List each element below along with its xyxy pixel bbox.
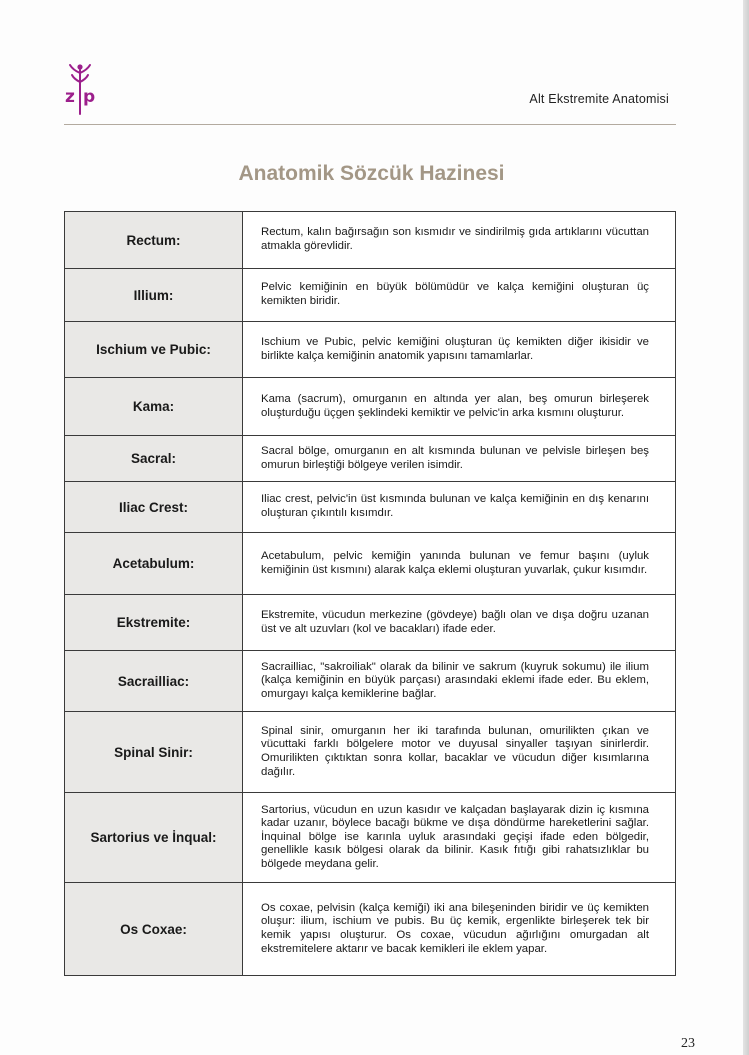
running-header: Alt Ekstremite Anatomisi [529, 92, 669, 106]
header-divider [64, 124, 676, 125]
definition-cell: Rectum, kalın bağırsağın son kısmıdır ve sindirilmiş gıda artıklarını vücuttan atmakla görevlidir. [243, 212, 676, 269]
term-cell: Iliac Crest: [65, 482, 243, 533]
table-row [65, 883, 676, 976]
page-edge [743, 0, 749, 1055]
definition-cell: Acetabulum, pelvic kemiğin yanında bulunan ve femur başını (uyluk kemiğinin üst kısmını) alarak kalça eklemi oluşturan yuvarlak, çukur kısımdır. [243, 533, 676, 595]
table-row [65, 212, 676, 269]
table-row [65, 322, 676, 378]
term-cell: Sacrailliac: [65, 651, 243, 712]
term-cell: Illium: [65, 269, 243, 322]
term-cell: Kama: [65, 378, 243, 436]
definition-cell: Sartorius, vücudun en uzun kasıdır ve kalçadan başlayarak dizin iç kısmına kadar uzanır, böylece bacağı bükme ve dışa döndürme hareketlerini sağlar. İnquinal bölge ise karınla uyluk arasındaki geçişi ifade eden bölgedir, genellikle kasık bölgesi olarak da bilinir. Kasık fıtığı gibi rahatsızlıklar bu bölgede meydana gelir. [243, 793, 676, 883]
definition-cell: Ekstremite, vücudun merkezine (gövdeye) bağlı olan ve dışa doğru uzanan üst ve alt uzuvları (kol ve bacakları) ifade eder. [243, 595, 676, 651]
svg-text:z: z [65, 87, 75, 107]
term-cell: Sacral: [65, 436, 243, 482]
definition-cell: Pelvic kemiğinin en büyük bölümüdür ve kalça kemiğini oluşturan üç kemikten biridir. [243, 269, 676, 322]
definition-cell: Ischium ve Pubic, pelvic kemiğini oluşturan üç kemikten diğer ikisidir ve birlikte kalça kemiğinin anatomik yapısını tamamlarlar. [243, 322, 676, 378]
table-row [65, 436, 676, 482]
table-row [65, 651, 676, 712]
yoga-logo-icon [62, 62, 102, 116]
table-row [65, 712, 676, 793]
page-number: 23 [681, 1036, 695, 1051]
term-cell: Ischium ve Pubic: [65, 322, 243, 378]
table-row [65, 482, 676, 533]
svg-text:p: p [83, 87, 96, 107]
definition-cell: Iliac crest, pelvic'in üst kısmında bulunan ve kalça kemiğinin en dış kenarını oluşturan çıkıntılı kısımdır. [243, 482, 676, 533]
page-title: Anatomik Sözcük Hazinesi [238, 162, 505, 185]
term-cell: Spinal Sinir: [65, 712, 243, 793]
table-row [65, 793, 676, 883]
term-cell: Rectum: [65, 212, 243, 269]
term-cell: Sartorius ve İnqual: [65, 793, 243, 883]
table-row [65, 595, 676, 651]
table-row [65, 533, 676, 595]
table-row [65, 378, 676, 436]
term-cell: Os Coxae: [65, 883, 243, 976]
term-cell: Acetabulum: [65, 533, 243, 595]
term-cell: Ekstremite: [65, 595, 243, 651]
table-row [65, 269, 676, 322]
definition-cell: Spinal sinir, omurganın her iki tarafında bulunan, omurilikten çıkan ve vücuttaki farklı bölgelere motor ve duyusal sinyaller taşıyan sinirlerdir. Omurilikten çıktıktan sonra kollar, bacaklar ve vücudun diğer kısımlarına dağılır. [243, 712, 676, 793]
glossary-table [64, 211, 676, 976]
definition-cell: Sacral bölge, omurganın en alt kısmında bulunan ve pelvisle birleşen beş omurun birleştiği bölgeye verilen isimdir. [243, 436, 676, 482]
definition-cell: Os coxae, pelvisin (kalça kemiği) iki ana bileşeninden biridir ve üç kemikten oluşur: ilium, ischium ve pubis. Bu üç kemik, ergenlikte birleşerek tek bir kemik yapısı oluşturur. Os coxae, vücudun ağırlığını omurgadan alt ekstremitelere aktarır ve bacak kemikleri ile eklem yapar. [243, 883, 676, 976]
definition-cell: Sacrailliac, "sakroiliak" olarak da bilinir ve sakrum (kuyruk sokumu) ile ilium (kalça kemiğinin en büyük parçası) arasındaki eklemi ifade eder. Bu eklem, omurgayı kalça kemiklerine bağlar. [243, 651, 676, 712]
definition-cell: Kama (sacrum), omurganın en altında yer alan, beş omurun birleşerek oluşturduğu üçgen şeklindeki kemiktir ve pelvic'in arka kısmını oluşturur. [243, 378, 676, 436]
